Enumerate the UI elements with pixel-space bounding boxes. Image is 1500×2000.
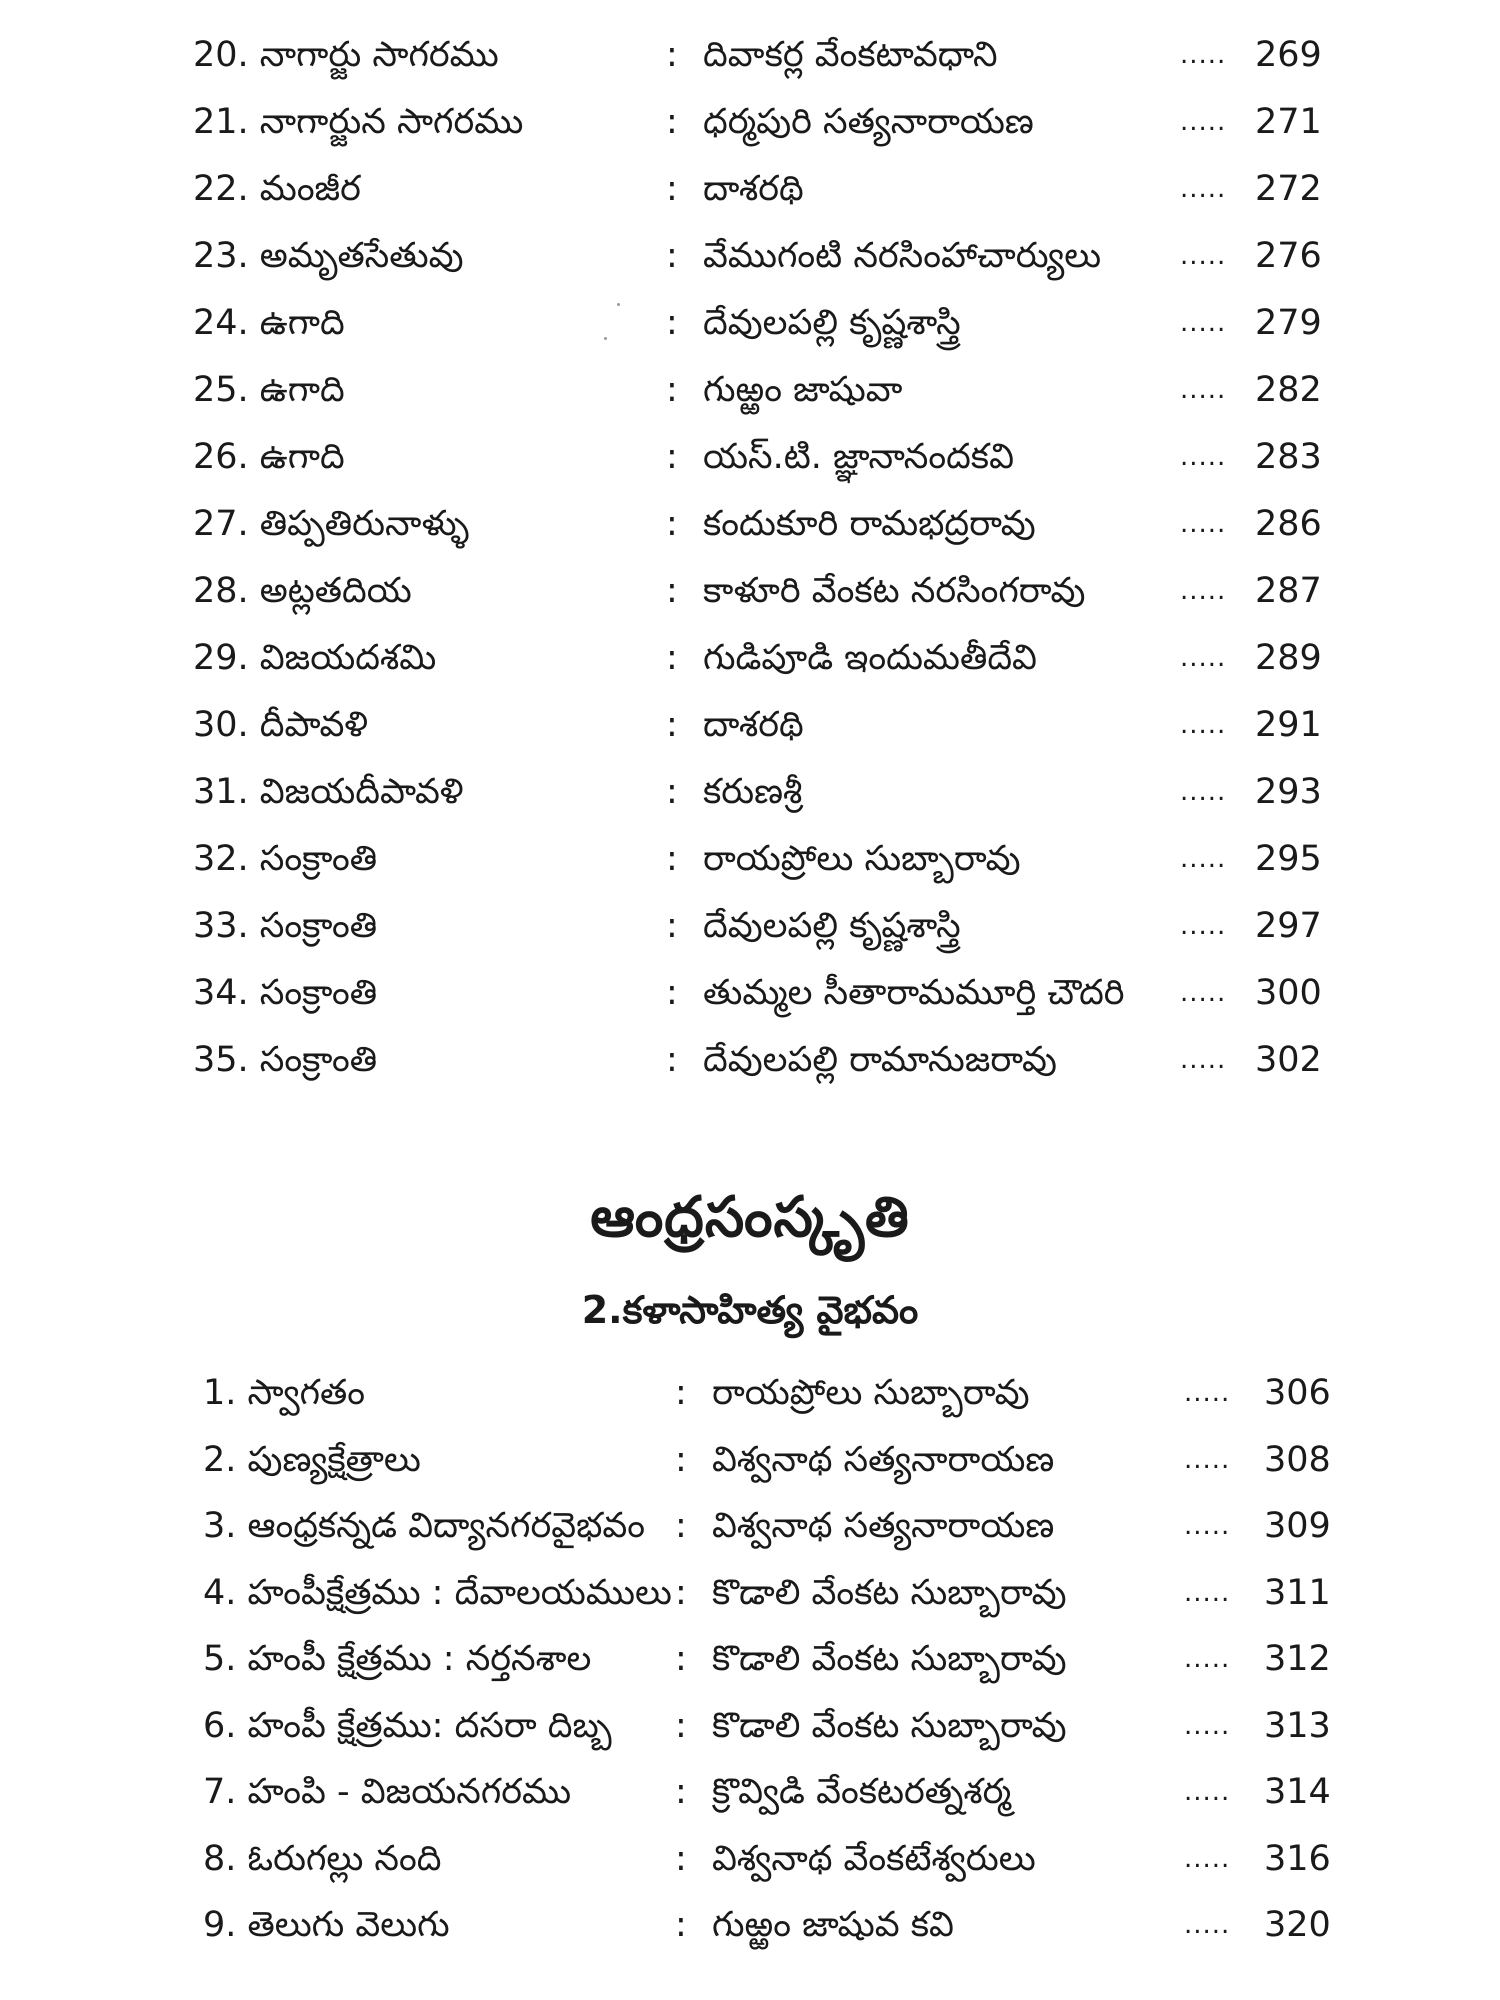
list-item xyxy=(0,1759,1500,1826)
leader-dots: ..... xyxy=(1184,1378,1231,1408)
entry-author: దాశరథి xyxy=(703,169,804,209)
entry-author: రాయప్రోలు సుబ్బారావు xyxy=(712,1373,1030,1413)
separator-colon: : xyxy=(675,1439,687,1480)
entry-page-number: 316 xyxy=(1264,1838,1331,1879)
entry-page-number: 309 xyxy=(1264,1506,1331,1546)
list-item xyxy=(0,692,1500,759)
separator-colon: : xyxy=(675,1572,687,1613)
leader-dots: ..... xyxy=(1180,911,1227,941)
entry-title: 30. దీపావళి xyxy=(193,705,369,745)
entry-author: కొడాలి వేంకట సుబ్బారావు xyxy=(712,1639,1067,1679)
entry-page-number: 287 xyxy=(1255,571,1322,611)
section-title: ఆంధ్రసంస్కృతి xyxy=(590,1185,910,1250)
entry-page-number: 271 xyxy=(1255,102,1322,142)
entry-page-number: 276 xyxy=(1255,236,1322,276)
entry-title: 7. హంపి - విజయనగరము xyxy=(203,1772,572,1812)
leader-dots: ..... xyxy=(1180,978,1227,1008)
entry-page-number: 314 xyxy=(1264,1772,1331,1812)
entry-author: యస్.టి. జ్ఞానానందకవి xyxy=(703,437,1014,477)
entry-author: దేవులపల్లి కృష్ణశాస్త్రి xyxy=(703,303,961,343)
entry-title: 1. స్వాగతం xyxy=(203,1373,366,1413)
leader-dots: ..... xyxy=(1184,1777,1231,1807)
entry-title: 8. ఓరుగల్లు నంది xyxy=(203,1838,442,1879)
entry-title: 5. హంపీ క్షేత్రము : నర్తనశాల xyxy=(203,1639,592,1679)
list-item xyxy=(0,223,1500,290)
list-item xyxy=(0,357,1500,424)
list-item xyxy=(0,290,1500,357)
entry-page-number: 306 xyxy=(1264,1373,1331,1413)
entry-title: 23. అమృతసేతువు xyxy=(193,236,464,276)
list-item xyxy=(0,826,1500,893)
entry-title: 26. ఉగాది xyxy=(193,437,345,477)
separator-colon: : xyxy=(666,236,678,276)
list-item xyxy=(0,1693,1500,1760)
separator-colon: : xyxy=(675,1639,687,1679)
list-item xyxy=(0,759,1500,826)
entry-title: 27. తిప్పతిరునాళ్ళు xyxy=(193,504,470,544)
list-item xyxy=(0,1826,1500,1893)
contents-list-bottom xyxy=(0,1360,1500,1959)
entry-page-number: 293 xyxy=(1255,772,1322,812)
leader-dots: ..... xyxy=(1180,40,1227,70)
entry-author: కరుణశ్రీ xyxy=(703,772,803,812)
entry-title: 9. తెలుగు వెలుగు xyxy=(203,1905,450,1945)
leader-dots: ..... xyxy=(1184,1644,1231,1674)
entry-page-number: 272 xyxy=(1255,169,1322,209)
separator-colon: : xyxy=(666,35,678,75)
list-item xyxy=(0,89,1500,156)
separator-colon: : xyxy=(666,638,678,678)
entry-title: 6. హంపీ క్షేత్రము: దసరా దిబ్బ xyxy=(203,1705,612,1746)
entry-author: దేవులపల్లి రామానుజరావు xyxy=(703,1040,1057,1080)
entry-page-number: 295 xyxy=(1255,839,1322,879)
separator-colon: : xyxy=(666,437,678,477)
entry-page-number: 286 xyxy=(1255,504,1322,544)
leader-dots: ..... xyxy=(1184,1710,1231,1741)
leader-dots: ..... xyxy=(1180,844,1227,874)
separator-colon: : xyxy=(666,303,678,343)
entry-title: 28. అట్లతదియ xyxy=(193,571,412,611)
entry-title: 3. ఆంధ్రకన్నడ విద్యానగరవైభవం xyxy=(203,1506,645,1546)
entry-title: 21. నాగార్జున సాగరము xyxy=(193,102,524,142)
entry-author: తుమ్మల సీతారామమూర్తి చౌదరి xyxy=(703,973,1125,1013)
entry-page-number: 320 xyxy=(1264,1905,1331,1945)
entry-page-number: 289 xyxy=(1255,638,1322,678)
entry-title: 29. విజయదశమి xyxy=(193,638,437,678)
list-item xyxy=(0,1560,1500,1627)
leader-dots: ..... xyxy=(1180,107,1227,137)
separator-colon: : xyxy=(675,1905,687,1945)
entry-title: 2. పుణ్యక్షేత్రాలు xyxy=(203,1439,421,1480)
list-item xyxy=(0,558,1500,625)
entry-author: కాళూరి వేంకట నరసింగరావు xyxy=(703,571,1086,611)
entry-author: రాయప్రోలు సుబ్బారావు xyxy=(703,839,1021,879)
separator-colon: : xyxy=(666,102,678,142)
list-item xyxy=(0,1027,1500,1094)
entry-title: 20. నాగార్జు సాగరము xyxy=(193,35,499,75)
entry-page-number: 311 xyxy=(1264,1572,1331,1613)
entry-title: 4. హంపీక్షేత్రము : దేవాలయములు xyxy=(203,1572,672,1613)
separator-colon: : xyxy=(675,1373,687,1413)
entry-page-number: 291 xyxy=(1255,705,1322,745)
separator-colon: : xyxy=(675,1705,687,1746)
entry-page-number: 282 xyxy=(1255,370,1322,410)
entry-author: గుడిపూడి ఇందుమతీదేవి xyxy=(703,638,1037,678)
leader-dots: ..... xyxy=(1180,442,1227,472)
entry-author: కందుకూరి రామభద్రరావు xyxy=(703,504,1036,544)
separator-colon: : xyxy=(666,571,678,611)
entry-page-number: 312 xyxy=(1264,1639,1331,1679)
list-item xyxy=(0,1360,1500,1427)
list-item xyxy=(0,491,1500,558)
leader-dots: ..... xyxy=(1180,509,1227,539)
separator-colon: : xyxy=(675,1772,687,1812)
entry-author: దాశరథి xyxy=(703,705,804,745)
section-subtitle: 2.కళాసాహిత్య వైభవం xyxy=(581,1288,919,1332)
leader-dots: ..... xyxy=(1184,1843,1231,1874)
list-item xyxy=(0,156,1500,223)
entry-title: 34. సంక్రాంతి xyxy=(193,973,378,1013)
entry-author: గుఱ్ఱం జాషువ కవి xyxy=(712,1905,954,1945)
entry-author: గుఱ్ఱం జాషువా xyxy=(703,370,903,410)
leader-dots: ..... xyxy=(1180,576,1227,606)
entry-author: ధర్మపురి సత్యనారాయణ xyxy=(703,102,1034,142)
list-item xyxy=(0,1493,1500,1560)
leader-dots: ..... xyxy=(1180,174,1227,204)
list-item xyxy=(0,1427,1500,1494)
entry-author: కొడాలి వేంకట సుబ్బారావు xyxy=(712,1572,1067,1613)
entry-page-number: 297 xyxy=(1255,906,1322,946)
separator-colon: : xyxy=(666,370,678,410)
list-item xyxy=(0,960,1500,1027)
leader-dots: ..... xyxy=(1180,643,1227,673)
list-item xyxy=(0,1626,1500,1693)
paper-speck xyxy=(604,337,607,340)
separator-colon: : xyxy=(666,839,678,879)
separator-colon: : xyxy=(675,1506,687,1546)
entry-page-number: 283 xyxy=(1255,437,1322,477)
separator-colon: : xyxy=(666,973,678,1013)
separator-colon: : xyxy=(666,1040,678,1080)
leader-dots: ..... xyxy=(1184,1511,1231,1541)
leader-dots: ..... xyxy=(1180,777,1227,807)
list-item xyxy=(0,424,1500,491)
entry-page-number: 308 xyxy=(1264,1439,1331,1480)
list-item xyxy=(0,1892,1500,1959)
entry-author: దివాకర్ల వేంకటావధాని xyxy=(703,35,998,75)
entry-title: 25. ఉగాది xyxy=(193,370,345,410)
separator-colon: : xyxy=(666,504,678,544)
leader-dots: ..... xyxy=(1184,1444,1231,1475)
separator-colon: : xyxy=(666,906,678,946)
separator-colon: : xyxy=(666,705,678,745)
entry-page-number: 279 xyxy=(1255,303,1322,343)
leader-dots: ..... xyxy=(1184,1577,1231,1608)
entry-page-number: 302 xyxy=(1255,1040,1322,1080)
entry-title: 35. సంక్రాంతి xyxy=(193,1040,378,1080)
entry-title: 22. మంజీర xyxy=(193,169,361,209)
entry-author: వేముగంటి నరసింహాచార్యులు xyxy=(703,236,1102,276)
entry-page-number: 269 xyxy=(1255,35,1322,75)
leader-dots: ..... xyxy=(1184,1910,1231,1940)
leader-dots: ..... xyxy=(1180,1045,1227,1075)
entry-page-number: 300 xyxy=(1255,973,1322,1013)
entry-page-number: 313 xyxy=(1264,1705,1331,1746)
list-item xyxy=(0,893,1500,960)
list-item xyxy=(0,625,1500,692)
entry-title: 32. సంక్రాంతి xyxy=(193,839,378,879)
leader-dots: ..... xyxy=(1180,375,1227,405)
list-item xyxy=(0,22,1500,89)
separator-colon: : xyxy=(675,1838,687,1879)
leader-dots: ..... xyxy=(1180,710,1227,740)
entry-title: 33. సంక్రాంతి xyxy=(193,906,378,946)
separator-colon: : xyxy=(666,772,678,812)
separator-colon: : xyxy=(666,169,678,209)
entry-author: విశ్వనాథ సత్యనారాయణ xyxy=(712,1439,1055,1480)
entry-author: కొడాలి వేంకట సుబ్బారావు xyxy=(712,1705,1067,1746)
paper-speck xyxy=(617,303,620,306)
contents-list-top xyxy=(0,22,1500,1094)
entry-author: విశ్వనాథ సత్యనారాయణ xyxy=(712,1506,1055,1546)
entry-title: 24. ఉగాది xyxy=(193,303,345,343)
entry-author: విశ్వనాథ వేంకటేశ్వరులు xyxy=(712,1838,1036,1879)
entry-author: క్రొవ్విడి వేంకటరత్నశర్మ xyxy=(712,1772,1012,1812)
entry-title: 31. విజయదీపావళి xyxy=(193,772,464,812)
entry-author: దేవులపల్లి కృష్ణశాస్త్రి xyxy=(703,906,961,946)
leader-dots: ..... xyxy=(1180,308,1227,338)
leader-dots: ..... xyxy=(1180,241,1227,271)
